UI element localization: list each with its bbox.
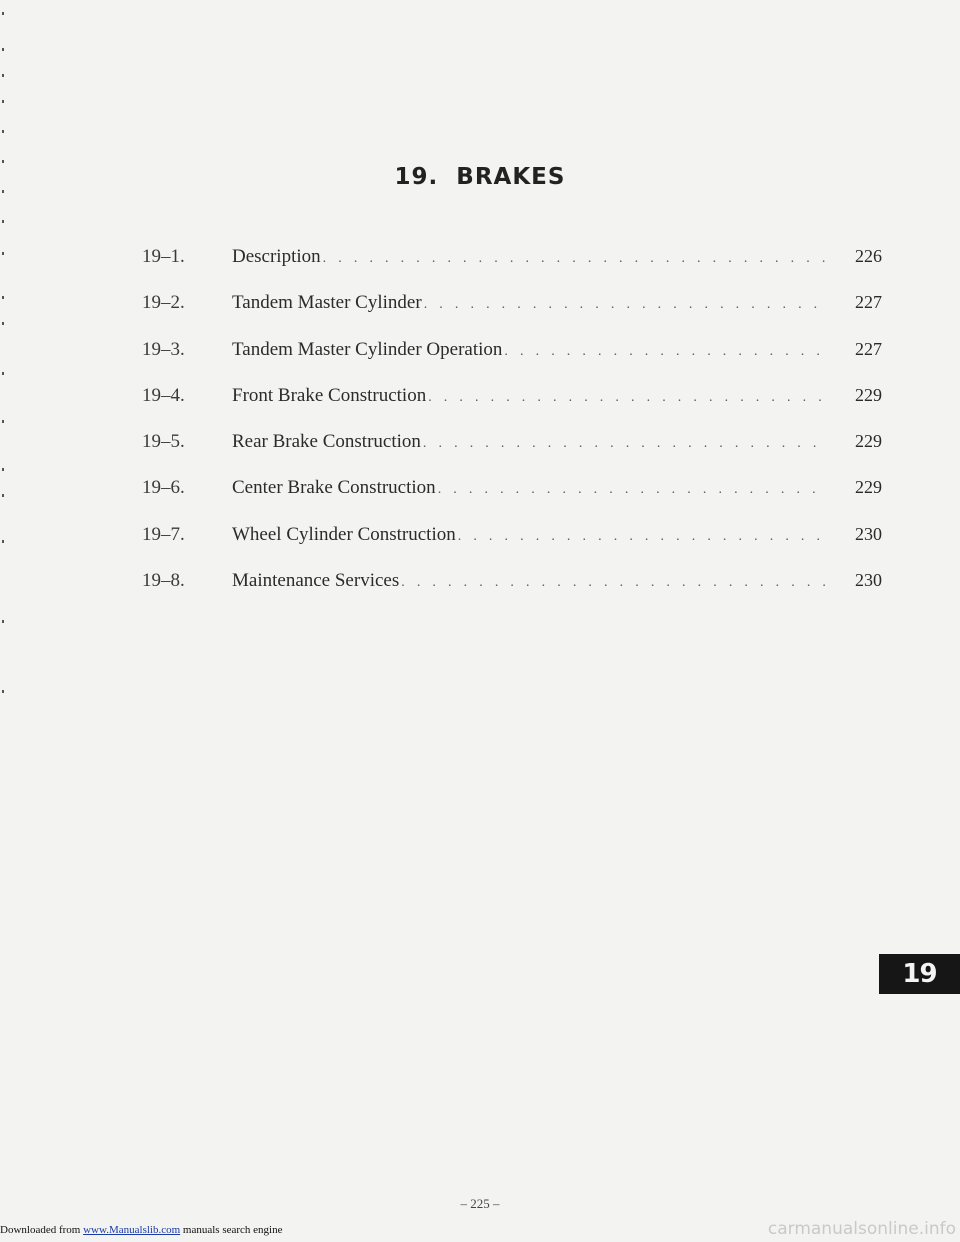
toc-entry-title: Tandem Master Cylinder bbox=[232, 292, 422, 314]
download-footer bbox=[0, 1220, 960, 1242]
toc-entry[interactable] bbox=[142, 292, 882, 338]
toc-entry-number: 19–5. bbox=[142, 431, 185, 453]
chapter-title: 19. BRAKES bbox=[394, 164, 566, 190]
footer-prefix: Downloaded from bbox=[0, 1224, 84, 1236]
watermark-text: carmanualsonline.info bbox=[767, 1219, 956, 1239]
toc-entry-title: Wheel Cylinder Construction bbox=[232, 523, 456, 545]
toc-leader-dots bbox=[323, 251, 828, 267]
toc-entry-number: 19–4. bbox=[142, 384, 185, 406]
table-of-contents bbox=[142, 246, 882, 616]
toc-leader-dots bbox=[458, 529, 828, 545]
toc-entry-page: 227 bbox=[855, 338, 882, 359]
toc-entry-title: Description bbox=[232, 246, 321, 267]
toc-leader-dots bbox=[401, 575, 828, 591]
toc-leader-dots bbox=[428, 390, 828, 406]
toc-entry-number: 19–6. bbox=[142, 477, 185, 499]
toc-entry-title: Rear Brake Construction bbox=[232, 431, 421, 453]
toc-entry[interactable] bbox=[142, 339, 882, 385]
toc-entry-title: Maintenance Services bbox=[232, 570, 400, 592]
toc-entry[interactable] bbox=[142, 477, 882, 523]
toc-entry-page: 230 bbox=[855, 570, 882, 591]
toc-entry-page: 230 bbox=[855, 523, 882, 544]
toc-entry-title: Tandem Master Cylinder Operation bbox=[232, 338, 503, 360]
toc-entry[interactable] bbox=[142, 570, 882, 616]
page-number: – 225 – bbox=[460, 1196, 500, 1211]
toc-leader-dots bbox=[438, 482, 828, 498]
toc-entry-title: Front Brake Construction bbox=[232, 384, 427, 406]
binding-edge-marks bbox=[2, 0, 10, 900]
toc-entry[interactable] bbox=[142, 431, 882, 477]
toc-leader-dots bbox=[424, 297, 828, 313]
manualslib-link[interactable]: www.Manualslib.com bbox=[83, 1224, 181, 1236]
toc-entry-page: 229 bbox=[855, 384, 882, 405]
toc-entry-number: 19–7. bbox=[142, 523, 185, 545]
toc-entry-number: 19–3. bbox=[142, 338, 185, 360]
toc-entry-page: 226 bbox=[855, 246, 882, 266]
toc-entry-page: 229 bbox=[855, 477, 882, 498]
toc-entry[interactable] bbox=[142, 246, 882, 292]
toc-entry-number: 19–2. bbox=[142, 292, 185, 314]
toc-entry-number: 19–1. bbox=[142, 246, 185, 267]
footer-suffix: manuals search engine bbox=[180, 1224, 283, 1236]
toc-leader-dots bbox=[504, 344, 828, 360]
footer-download-note bbox=[0, 1224, 282, 1236]
toc-entry-number: 19–8. bbox=[142, 570, 185, 592]
toc-entry[interactable] bbox=[142, 524, 882, 570]
toc-leader-dots bbox=[423, 436, 828, 452]
toc-entry[interactable] bbox=[142, 385, 882, 431]
toc-entry-title: Center Brake Construction bbox=[232, 477, 436, 499]
chapter-thumb-tab: 19 bbox=[879, 954, 960, 994]
toc-entry-page: 229 bbox=[855, 431, 882, 452]
toc-entry-page: 227 bbox=[855, 292, 882, 313]
